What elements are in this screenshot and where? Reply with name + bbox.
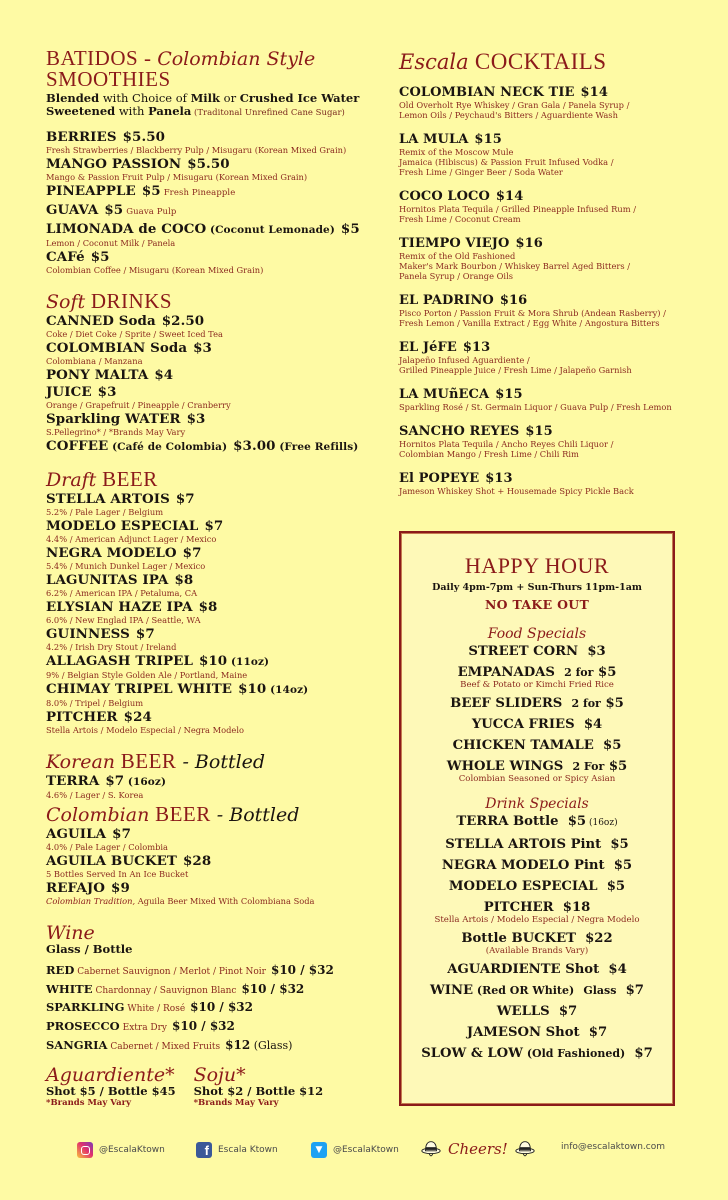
cocktail-item: TIEMPO VIEJO $16 Remix of the Old Fashioned Maker's Mark Bourbon / Whiskey Barrel Aged Bitters / Panela Syrup / Orange Oils <box>399 236 631 281</box>
happy-hour-hours: Daily 4pm-7pm + Sun-Thurs 11pm-1am <box>432 582 642 593</box>
section-title-batidos: BATIDOS - Colombian Style SMOOTHIES <box>46 46 316 91</box>
special-item: STELLA ARTOIS Pint $5 <box>445 837 629 852</box>
food-specials-title: Food Specials <box>487 626 587 642</box>
footer <box>0 1138 728 1168</box>
special-item: MODELO ESPECIAL $5 <box>448 879 626 894</box>
cocktail-item: SANCHO REYES $15 Hornitos Plata Tequila / Ancho Reyes Chili Liquor / Colombian Mango / Fresh Lime / Chili Rim <box>399 424 614 459</box>
menu-item: COFFEE (Café de Colombia) $3.00 (Free Refills) <box>46 438 359 454</box>
section-title-soft-drinks: Soft DRINKS <box>46 289 173 313</box>
special-item: Bottle BUCKET $22 <box>461 931 613 946</box>
menu-item: PITCHER $24 Stella Artois / Modelo Especial / Negra Modelo <box>46 709 244 735</box>
facebook-link[interactable]: f Escala Ktown <box>196 1142 278 1158</box>
draft-beer-section <box>46 469 391 735</box>
section-title-draft-beer: Draft BEER <box>46 467 158 491</box>
menu-item: MODELO ESPECIAL $7 4.4% / American Adjunct Lager / Mexico <box>46 518 224 544</box>
menu-item: CHIMAY TRIPEL WHITE $10 (14oz) 8.0% / Tripel / Belgium <box>46 681 309 708</box>
wine-subtitle: Glass / Bottle <box>46 942 133 956</box>
happy-hour-title: HAPPY HOUR <box>464 553 610 578</box>
spirits-row <box>46 1063 391 1108</box>
cocktail-item: COLOMBIAN NECK TIE $14 Old Overholt Rye Whiskey / Gran Gala / Panela Syrup / Lemon Oils / Peychaud's Bitters / Aguardiente Wash <box>399 85 630 120</box>
drink-specials-title: Drink Specials <box>485 796 589 812</box>
hat-icon <box>514 1138 536 1160</box>
special-item: CHICKEN TAMALE $5 <box>452 738 622 753</box>
menu-item: TERRA $7 (16oz) 4.6% / Lager / S. Korea <box>46 773 167 800</box>
menu-item: CAFé $5 Colombian Coffee / Misugaru (Korean Mixed Grain) <box>46 249 264 275</box>
menu-item: AGUILA BUCKET $28 5 Bottles Served In An Ice Bucket <box>46 853 212 879</box>
special-item: WINE (Red OR White) Glass $7 <box>430 983 644 998</box>
special-item: STREET CORN $3 <box>468 644 606 659</box>
wine-section <box>46 922 391 1056</box>
special-item: NEGRA MODELO Pint $5 <box>441 858 633 873</box>
menu-item: AGUILA $7 4.0% / Pale Lager / Colombia <box>46 826 168 852</box>
menu-item: MANGO PASSION $5.50 Mango & Passion Fruit Pulp / Misugaru (Korean Mixed Grain) <box>46 156 308 182</box>
twitter-icon: ▼ <box>311 1142 327 1158</box>
menu-item: LIMONADA de COCO (Coconut Lemonade) $5 Lemon / Coconut Milk / Panela <box>46 221 360 248</box>
cocktail-item: EL JéFE $13 Jalapeño Infused Aguardiente / Grilled Pineapple Juice / Fresh Lime / Jalapeño Garnish <box>399 340 632 375</box>
happy-hour-box: HAPPY HOUR Daily 4pm-7pm + Sun-Thurs 11pm-1am NO TAKE OUT Food Specials STREET CORN $3 EMPANADAS 2 for $5 Beef & Potato or Kimchi Fried Rice BEEF SLIDERS 2 for $5 YUCCA FRIES $4 CHICKEN TAMALE $5 WHOLE WINGS 2 For $5 Colombian Seasoned or Spicy Asian Drink Specials TERRA Bottle $5 (16oz) STELLA ARTOIS Pint $5 NEGRA MODELO Pint $5 MODELO ESPECIAL $5 PITCHER $18 Stella Artois / Modelo Especial / Negra Modelo Bottle BUCKET $22 (Available Brands Vary) AGUARDIENTE Shot $4 WINE (Red OR White) Glass $7 WELLS $7 JAMESON Shot $7 SLOW & LOW (Old Fashioned) $7 <box>399 531 675 1106</box>
batidos-subtitle-1: Blended with Choice of Milk or Crushed Ice Water <box>46 91 360 105</box>
no-take-out-notice: NO TAKE OUT <box>484 597 590 612</box>
menu-item: COLOMBIAN Soda $3 Colombiana / Manzana <box>46 340 212 366</box>
batidos-section <box>46 48 391 275</box>
menu-item: ALLAGASH TRIPEL $10 (11oz) 9% / Belgian Style Golden Ale / Portland, Maine <box>46 653 270 680</box>
special-item: JAMESON Shot $7 <box>466 1025 608 1040</box>
menu-item: PINEAPPLE $5 Fresh Pineapple <box>46 183 236 199</box>
batidos-subtitle-2: Sweetened with Panela (Traditonal Unrefined Cane Sugar) <box>46 104 345 118</box>
menu-item: BERRIES $5.50 Fresh Strawberries / Blackberry Pulp / Misugaru (Korean Mixed Grain) <box>46 129 347 155</box>
aguardiente-section: Aguardiente* Shot $5 / Bottle $45 *Brands May Vary <box>46 1063 176 1108</box>
special-item: TERRA Bottle $5 (16oz) <box>456 814 618 829</box>
menu-item: Sparkling WATER $3 S.Pellegrino* / *Brands May Vary <box>46 411 206 437</box>
left-column <box>46 48 391 1108</box>
instagram-icon <box>77 1142 93 1158</box>
wine-row: PROSECCO Extra Dry $10 / $32 <box>46 1019 235 1034</box>
menu-item: JUICE $3 Orange / Grapefruit / Pineapple / Cranberry <box>46 384 231 410</box>
section-title-cocktails: Escala COCKTAILS <box>399 49 607 74</box>
soju-section: Soju* Shot $2 / Bottle $12 *Brands May Vary <box>193 1063 324 1108</box>
facebook-icon: f <box>196 1142 212 1158</box>
menu-item: GUAVA $5 Guava Pulp <box>46 202 177 218</box>
menu-item: CANNED Soda $2.50 Coke / Diet Coke / Sprite / Sweet Iced Tea <box>46 313 223 339</box>
wine-row: WHITE Chardonnay / Sauvignon Blanc $10 / $32 <box>46 981 305 996</box>
wine-row: SPARKLING White / Rosé $10 / $32 <box>46 1000 253 1015</box>
special-item: SLOW & LOW (Old Fashioned) $7 <box>421 1046 653 1061</box>
cocktail-item: LA MULA $15 Remix of the Moscow Mule Jamaica (Hibiscus) & Passion Fruit Infused Vodka / Fresh Lime / Ginger Beer / Soda Water <box>399 132 614 177</box>
menu-item: NEGRA MODELO $7 5.4% / Munich Dunkel Lager / Mexico <box>46 545 206 571</box>
menu-item: STELLA ARTOIS $7 5.2% / Pale Lager / Belgium <box>46 491 195 517</box>
hat-icon <box>420 1138 442 1160</box>
korean-beer-section <box>46 751 391 800</box>
special-item: WELLS $7 <box>496 1004 578 1019</box>
email-link[interactable]: info@escalaktown.com <box>561 1142 665 1152</box>
special-item: BEEF SLIDERS 2 for $5 <box>450 696 624 711</box>
soft-drinks-section <box>46 291 391 455</box>
special-item: WHOLE WINGS 2 For $5 <box>446 759 628 774</box>
wine-row: SANGRIA Cabernet / Mixed Fruits $12 (Glass) <box>46 1037 293 1052</box>
special-item: PITCHER $18 <box>483 900 591 915</box>
twitter-link[interactable]: ▼ @EscalaKtown <box>311 1142 399 1158</box>
menu-item: GUINNESS $7 4.2% / Irish Dry Stout / Ireland <box>46 626 177 652</box>
section-title-wine: Wine <box>46 922 95 944</box>
menu-item: LAGUNITAS IPA $8 6.2% / American IPA / Petaluma, CA <box>46 572 198 598</box>
cocktail-item: LA MUñECA $15 Sparkling Rosé / St. Germain Liquor / Guava Pulp / Fresh Lemon <box>399 387 672 412</box>
section-title-colombian-beer: Colombian BEER - Bottled <box>46 802 300 826</box>
colombian-beer-section <box>46 804 391 906</box>
instagram-link[interactable]: @EscalaKtown <box>77 1142 165 1158</box>
menu-item: REFAJO $9 Colombian Tradition, Aguila Beer Mixed With Colombiana Soda <box>46 880 315 906</box>
cocktail-item: COCO LOCO $14 Hornitos Plata Tequila / Grilled Pineapple Infused Rum / Fresh Lime / Coconut Cream <box>399 189 637 224</box>
section-title-korean-beer: Korean BEER - Bottled <box>46 749 266 773</box>
cocktail-item: El POPEYE $13 Jameson Whiskey Shot + Housemade Spicy Pickle Back <box>399 471 634 496</box>
wine-row: RED Cabernet Sauvignon / Merlot / Pinot Noir $10 / $32 <box>46 963 334 977</box>
cocktails-section <box>399 50 689 508</box>
special-item: AGUARDIENTE Shot $4 <box>447 962 627 977</box>
special-item: EMPANADAS 2 for $5 <box>457 665 617 680</box>
menu-item: ELYSIAN HAZE IPA $8 6.0% / New Englad IPA / Seattle, WA <box>46 599 218 625</box>
cocktail-item: EL PADRINO $16 Pisco Porton / Passion Fruit & Mora Shrub (Andean Rasberry) / Fresh Lemon / Vanilla Extract / Egg White / Angostura Bitters <box>399 293 666 328</box>
menu-item: PONY MALTA $4 <box>46 367 174 383</box>
cheers-logo: Cheers! <box>420 1138 536 1160</box>
special-item: YUCCA FRIES $4 <box>471 717 603 732</box>
